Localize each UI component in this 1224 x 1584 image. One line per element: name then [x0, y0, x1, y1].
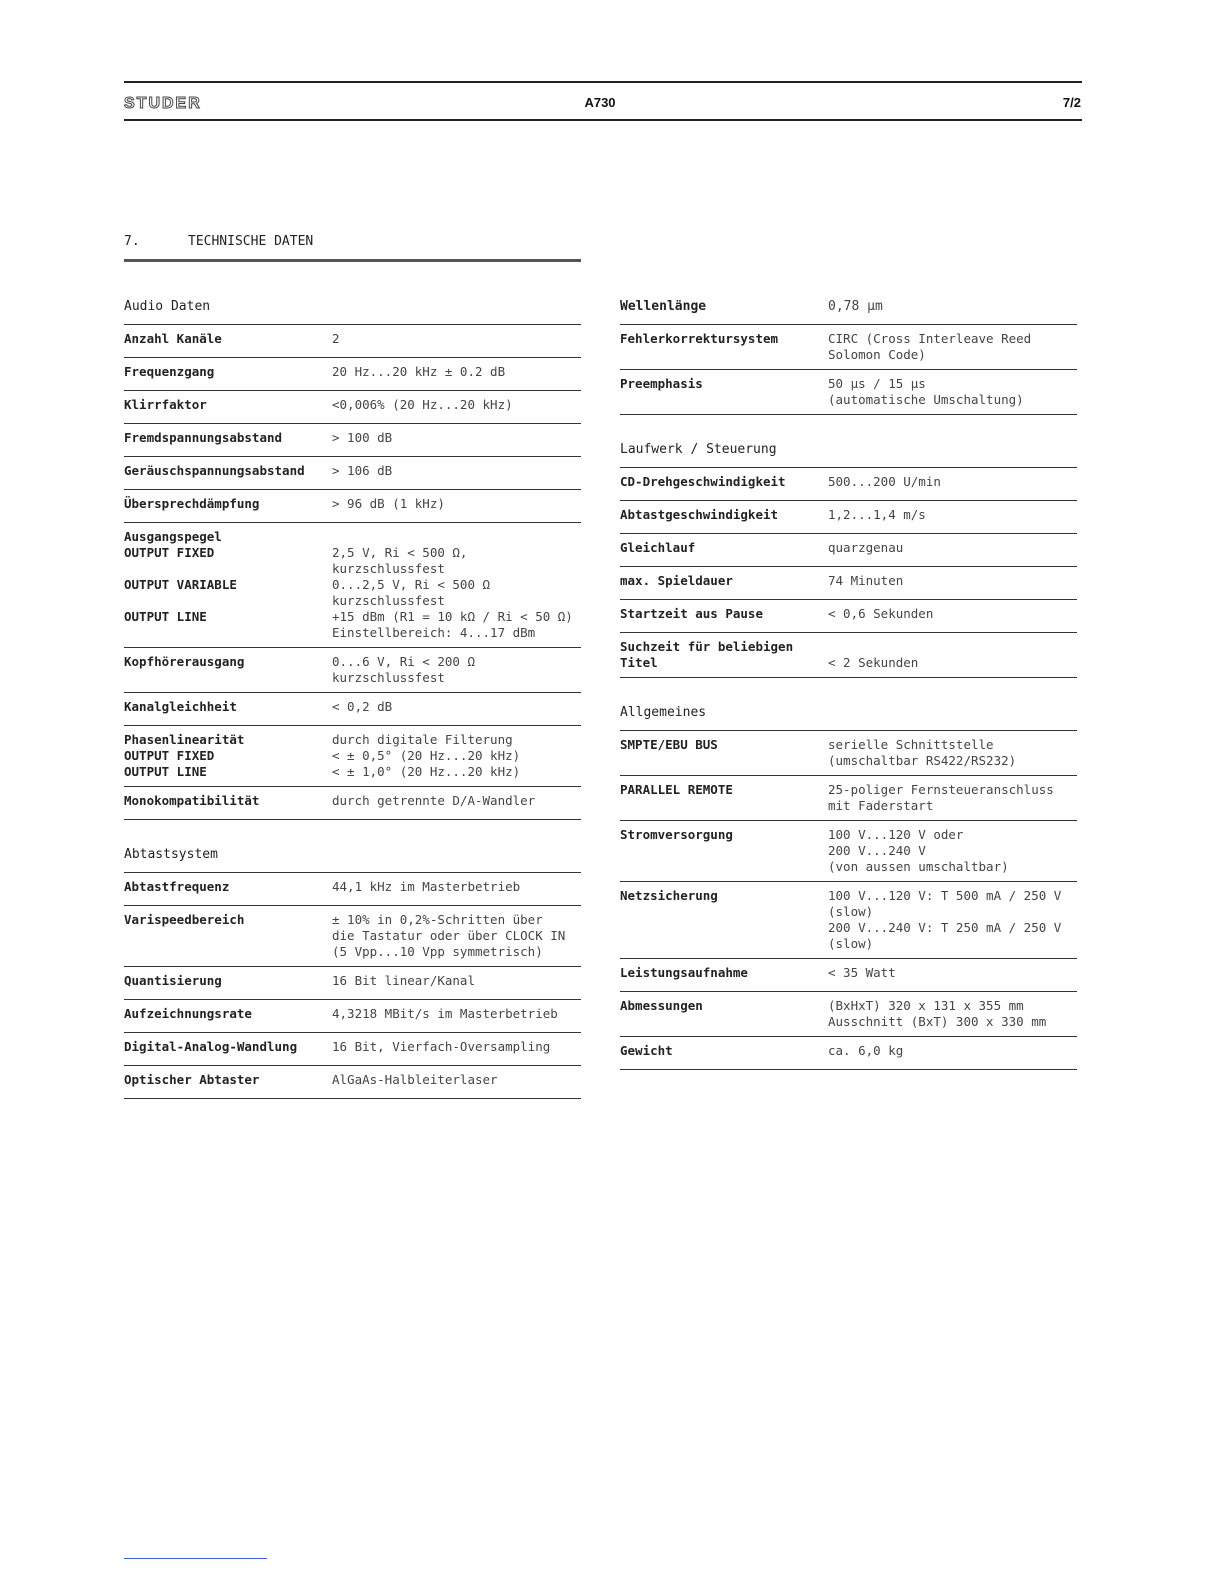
left-column: [124, 298, 581, 1099]
page-number: 7/2: [1062, 95, 1081, 110]
spec-key: max. Spieldauer: [620, 573, 733, 588]
spec-row-fehlerkorrektursystem: [620, 324, 1077, 369]
spec-key: Ausgangspegel OUTPUT FIXED OUTPUT VARIABLE OUTPUT LINE: [124, 529, 237, 624]
spec-group: [620, 441, 1077, 678]
spec-row-frequenzgang: [124, 357, 581, 390]
spec-key: Digital-Analog-Wandlung: [124, 1039, 298, 1054]
spec-row-stromversorgung: [620, 820, 1077, 881]
spec-row-varispeedbereich: [124, 905, 581, 966]
spec-key: Leistungsaufnahme: [620, 965, 748, 980]
spec-row-ausgangspegel: [124, 522, 581, 647]
spec-row-geräuschspannungsabstand: [124, 456, 581, 489]
spec-row-leistungsaufnahme: [620, 958, 1077, 991]
spec-value: 44,1 kHz im Masterbetrieb: [332, 879, 521, 894]
group-title: Laufwerk / Steuerung: [620, 442, 777, 457]
spec-value: <0,006% (20 Hz...20 kHz): [332, 397, 513, 412]
spec-key: Monokompatibilität: [124, 793, 260, 808]
spec-key: Anzahl Kanäle: [124, 331, 222, 346]
spec-row-gleichlauf: [620, 533, 1077, 566]
spec-row-anzahl-kanäle: [124, 324, 581, 357]
section-heading: TECHNISCHE DATEN: [188, 234, 314, 249]
spec-key: Abmessungen: [620, 998, 703, 1013]
spec-row-aufzeichnungsrate: [124, 999, 581, 1032]
spec-key: Frequenzgang: [124, 364, 215, 379]
spec-value: > 96 dB (1 kHz): [332, 496, 445, 511]
spec-value: 100 V...120 V: T 500 mA / 250 V (slow) 200 V...240 V: T 250 mA / 250 V (slow): [828, 888, 1062, 951]
spec-row-abmessungen: [620, 991, 1077, 1036]
group-spacer: [620, 415, 1077, 441]
group-title: Audio Daten: [124, 299, 211, 314]
footer-rule: [124, 1558, 267, 1559]
spec-key: Stromversorgung: [620, 827, 733, 842]
spec-key: CD-Drehgeschwindigkeit: [620, 474, 786, 489]
spec-key: Varispeedbereich: [124, 912, 245, 927]
spec-key: Phasenlinearität OUTPUT FIXED OUTPUT LINE: [124, 732, 245, 779]
spec-group: [124, 846, 581, 1099]
spec-row-cd-drehgeschwindigkeit: [620, 467, 1077, 500]
header-top-rule: [124, 81, 1082, 83]
spec-value: < 2 Sekunden: [828, 655, 919, 670]
spec-row-gewicht: [620, 1036, 1077, 1069]
spec-key: Fremdspannungsabstand: [124, 430, 283, 445]
spec-row-startzeit-aus-pause: [620, 599, 1077, 632]
spec-key: Abtastfrequenz: [124, 879, 230, 894]
spec-group: [124, 298, 581, 820]
spec-key: Kopfhörerausgang: [124, 654, 245, 669]
spec-value: quarzgenau: [828, 540, 904, 555]
spec-key: Preemphasis: [620, 376, 703, 391]
spec-row-smpte-ebu-bus: [620, 730, 1077, 775]
section-title: [124, 234, 313, 249]
spec-key: Fehlerkorrektursystem: [620, 331, 779, 346]
spec-value: ± 10% in 0,2%-Schritten über die Tastatur oder über CLOCK IN (5 Vpp...10 Vpp symmetrisch): [332, 912, 566, 959]
section-number: 7.: [124, 234, 140, 249]
spec-row-fremdspannungsabstand: [124, 423, 581, 456]
spec-key: Quantisierung: [124, 973, 222, 988]
spec-value: 1,2...1,4 m/s: [828, 507, 926, 522]
spec-value: 100 V...120 V oder 200 V...240 V (von aussen umschaltbar): [828, 827, 1009, 874]
spec-key: Wellenlänge: [620, 299, 707, 314]
spec-row-optischer-abtaster: [124, 1065, 581, 1098]
section-rule: [124, 259, 581, 262]
spec-row-preemphasis: [620, 369, 1077, 414]
spec-key: Abtastgeschwindigkeit: [620, 507, 779, 522]
spec-value: 500...200 U/min: [828, 474, 941, 489]
spec-key: Übersprechdämpfung: [124, 496, 260, 511]
spec-row-quantisierung: [124, 966, 581, 999]
spec-row-klirrfaktor: [124, 390, 581, 423]
brand-logo: STUDER: [124, 95, 202, 112]
spec-row-suchzeit-für-beliebigen: [620, 632, 1077, 677]
spec-value: (BxHxT) 320 x 131 x 355 mm Ausschnitt (BxT) 300 x 330 mm: [828, 998, 1047, 1029]
spec-row-phasenlinearität: [124, 725, 581, 786]
spec-value: serielle Schnittstelle (umschaltbar RS422/RS232): [828, 737, 1017, 768]
spec-value: durch getrennte D/A-Wandler: [332, 793, 536, 808]
spec-value: 2: [332, 331, 340, 346]
spec-value: < 0,6 Sekunden: [828, 606, 934, 621]
spec-key: Gewicht: [620, 1043, 673, 1058]
spec-row-digital-analog-wandlung: [124, 1032, 581, 1065]
spec-key: Netzsicherung: [620, 888, 718, 903]
spec-key: Klirrfaktor: [124, 397, 207, 412]
spec-row-max-spieldauer: [620, 566, 1077, 599]
spec-key: PARALLEL REMOTE: [620, 782, 733, 797]
model-label: A730: [584, 95, 616, 110]
spec-key: SMPTE/EBU BUS: [620, 737, 718, 752]
group-title: Allgemeines: [620, 705, 707, 720]
spec-key: Suchzeit für beliebigen Titel: [620, 639, 794, 670]
spec-value: 16 Bit linear/Kanal: [332, 973, 475, 988]
spec-group: [620, 298, 1077, 415]
group-title: Abtastsystem: [124, 847, 218, 862]
spec-value: 74 Minuten: [828, 573, 904, 588]
spec-key: Gleichlauf: [620, 540, 696, 555]
spec-value: AlGaAs-Halbleiterlaser: [332, 1072, 498, 1087]
spec-value: 0,78 μm: [828, 299, 883, 314]
spec-value: 2,5 V, Ri < 500 Ω, kurzschlussfest 0...2,5 V, Ri < 500 Ω kurzschlussfest +15 dBm (R1 = 10 kΩ / Ri < 50 Ω) Einstellbereich: 4...17 dBm: [332, 545, 573, 640]
spec-value: 50 μs / 15 μs (automatische Umschaltung): [828, 376, 1024, 407]
spec-row-übersprechdämpfung: [124, 489, 581, 522]
spec-value: 16 Bit, Vierfach-Oversampling: [332, 1039, 551, 1054]
spec-value: < 0,2 dB: [332, 699, 393, 714]
right-column: [620, 298, 1077, 1070]
spec-key: Optischer Abtaster: [124, 1072, 260, 1087]
spec-value: ca. 6,0 kg: [828, 1043, 904, 1058]
spec-row-monokompatibilität: [124, 786, 581, 819]
spec-row-abtastfrequenz: [124, 872, 581, 905]
spec-value: < 35 Watt: [828, 965, 896, 980]
spec-row-kanalgleichheit: [124, 692, 581, 725]
spec-row-kopfhörerausgang: [124, 647, 581, 692]
spec-value: 4,3218 MBit/s im Masterbetrieb: [332, 1006, 558, 1021]
spec-key: Kanalgleichheit: [124, 699, 237, 714]
spec-value: > 100 dB: [332, 430, 393, 445]
spec-value: 25-poliger Fernsteueranschluss mit Faderstart: [828, 782, 1054, 813]
group-spacer: [620, 678, 1077, 704]
spec-key: Aufzeichnungsrate: [124, 1006, 252, 1021]
spec-value: > 106 dB: [332, 463, 393, 478]
spec-key: Startzeit aus Pause: [620, 606, 763, 621]
spec-value: 20 Hz...20 kHz ± 0.2 dB: [332, 364, 506, 379]
spec-group: [620, 704, 1077, 1070]
group-spacer: [124, 820, 581, 846]
spec-row-abtastgeschwindigkeit: [620, 500, 1077, 533]
spec-key: Geräuschspannungsabstand: [124, 463, 305, 478]
spec-row-title: [620, 298, 1077, 316]
spec-value: CIRC (Cross Interleave Reed Solomon Code): [828, 331, 1032, 362]
header-bottom-rule: [124, 119, 1082, 121]
spec-value: durch digitale Filterung < ± 0,5° (20 Hz...20 kHz) < ± 1,0° (20 Hz...20 kHz): [332, 732, 521, 779]
spec-row-netzsicherung: [620, 881, 1077, 958]
spec-row-parallel-remote: [620, 775, 1077, 820]
spec-value: 0...6 V, Ri < 200 Ω kurzschlussfest: [332, 654, 475, 685]
